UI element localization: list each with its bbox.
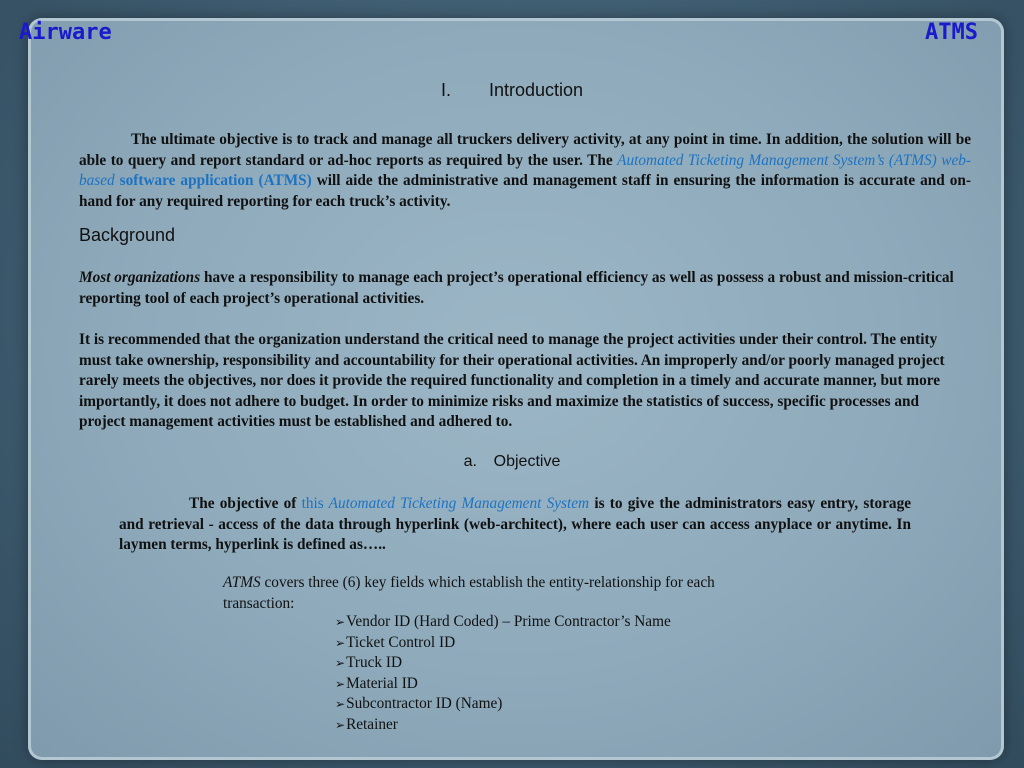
- introduction-number: I.: [440, 80, 451, 100]
- objective-atms-italic: Automated Ticketing Management System: [323, 495, 590, 512]
- background-paragraph-2: It is recommended that the organization understand the critical need to manage the project activities under their control. The entity must take ownership, responsibility and accountability for their operational activities. An improperly and/or poorly managed project rarely meets the objectives, nor does it provide the required functionality and completion in a timely and accurate manner, but more importantly, it does not adhere to budget. In order to minimize risks and maximize the statistics of success, specific processes and project management activities must be established and adhered to.: [79, 331, 945, 430]
- list-item: [335, 653, 671, 674]
- key-fields-list: [335, 612, 671, 735]
- list-item: [335, 715, 671, 736]
- brand-title-left: Airware: [19, 20, 112, 45]
- list-item-text: Ticket Control ID: [346, 633, 456, 651]
- atms-italic: ATMS: [223, 574, 261, 591]
- intro-text-2: will aide the administrative and management staff in ensuring the information is accurate and on-hand for any required reporting for each truck’s activity.: [79, 172, 972, 210]
- atms-fields-intro: [223, 573, 783, 614]
- introduction-title: Introduction: [488, 80, 584, 100]
- objective-text-1: The objective of: [189, 495, 302, 512]
- intro-atms-italic-link: Automated Ticketing Management System’s (ATMS) web-based: [79, 151, 971, 189]
- objective-number: a.: [463, 453, 477, 470]
- list-item-text: Retainer: [346, 715, 398, 733]
- most-organizations-text: Most organizations: [79, 269, 201, 286]
- background-heading: Background: [79, 225, 176, 245]
- list-item: [335, 694, 671, 715]
- brand-title-right: ATMS: [925, 20, 978, 45]
- list-item-text: Vendor ID (Hard Coded) – Prime Contractor’s Name: [346, 613, 671, 630]
- list-item-text: Subcontractor ID (Name): [346, 695, 503, 712]
- introduction-heading: [0, 80, 1024, 101]
- arrow-bullet-icon: ➢: [335, 697, 346, 711]
- list-item: [335, 674, 671, 695]
- list-item-text: Truck ID: [346, 654, 403, 671]
- arrow-bullet-icon: ➢: [335, 635, 346, 650]
- objective-title: Objective: [493, 453, 561, 470]
- objective-this: this: [301, 495, 324, 512]
- arrow-bullet-icon: ➢: [335, 656, 346, 670]
- background-paragraph-1: [79, 268, 959, 309]
- atms-fields-lead: covers three (6) key fields which establish the entity-relationship for each transaction:: [223, 574, 715, 612]
- list-item: [335, 612, 671, 633]
- introduction-paragraph: [79, 130, 971, 212]
- arrow-bullet-icon: ➢: [335, 615, 346, 629]
- arrow-bullet-icon: ➢: [335, 717, 346, 732]
- list-item-text: Material ID: [346, 674, 418, 692]
- objective-heading: [0, 453, 1024, 471]
- objective-paragraph: [119, 494, 911, 556]
- intro-text-1: The ultimate objective is to track and manage all truckers delivery activity, at any point in time. In addition, the solution will be able to query and report standard or ad-hoc reports as required by the user. The: [79, 131, 971, 169]
- intro-atms-application: software application (ATMS): [114, 172, 312, 189]
- background-para1-rest: have a responsibility to manage each project’s operational efficiency as well as possess a robust and mission-critical reporting tool of each project’s operational activities.: [79, 269, 954, 307]
- objective-text-2: is to give the administrators easy entry, storage and retrieval - access of the data through hyperlink (web-architect), where each user can access anyplace or anytime. In laymen terms, hyperlink is defined as…..: [119, 495, 912, 553]
- arrow-bullet-icon: ➢: [335, 676, 346, 691]
- list-item: [335, 633, 671, 654]
